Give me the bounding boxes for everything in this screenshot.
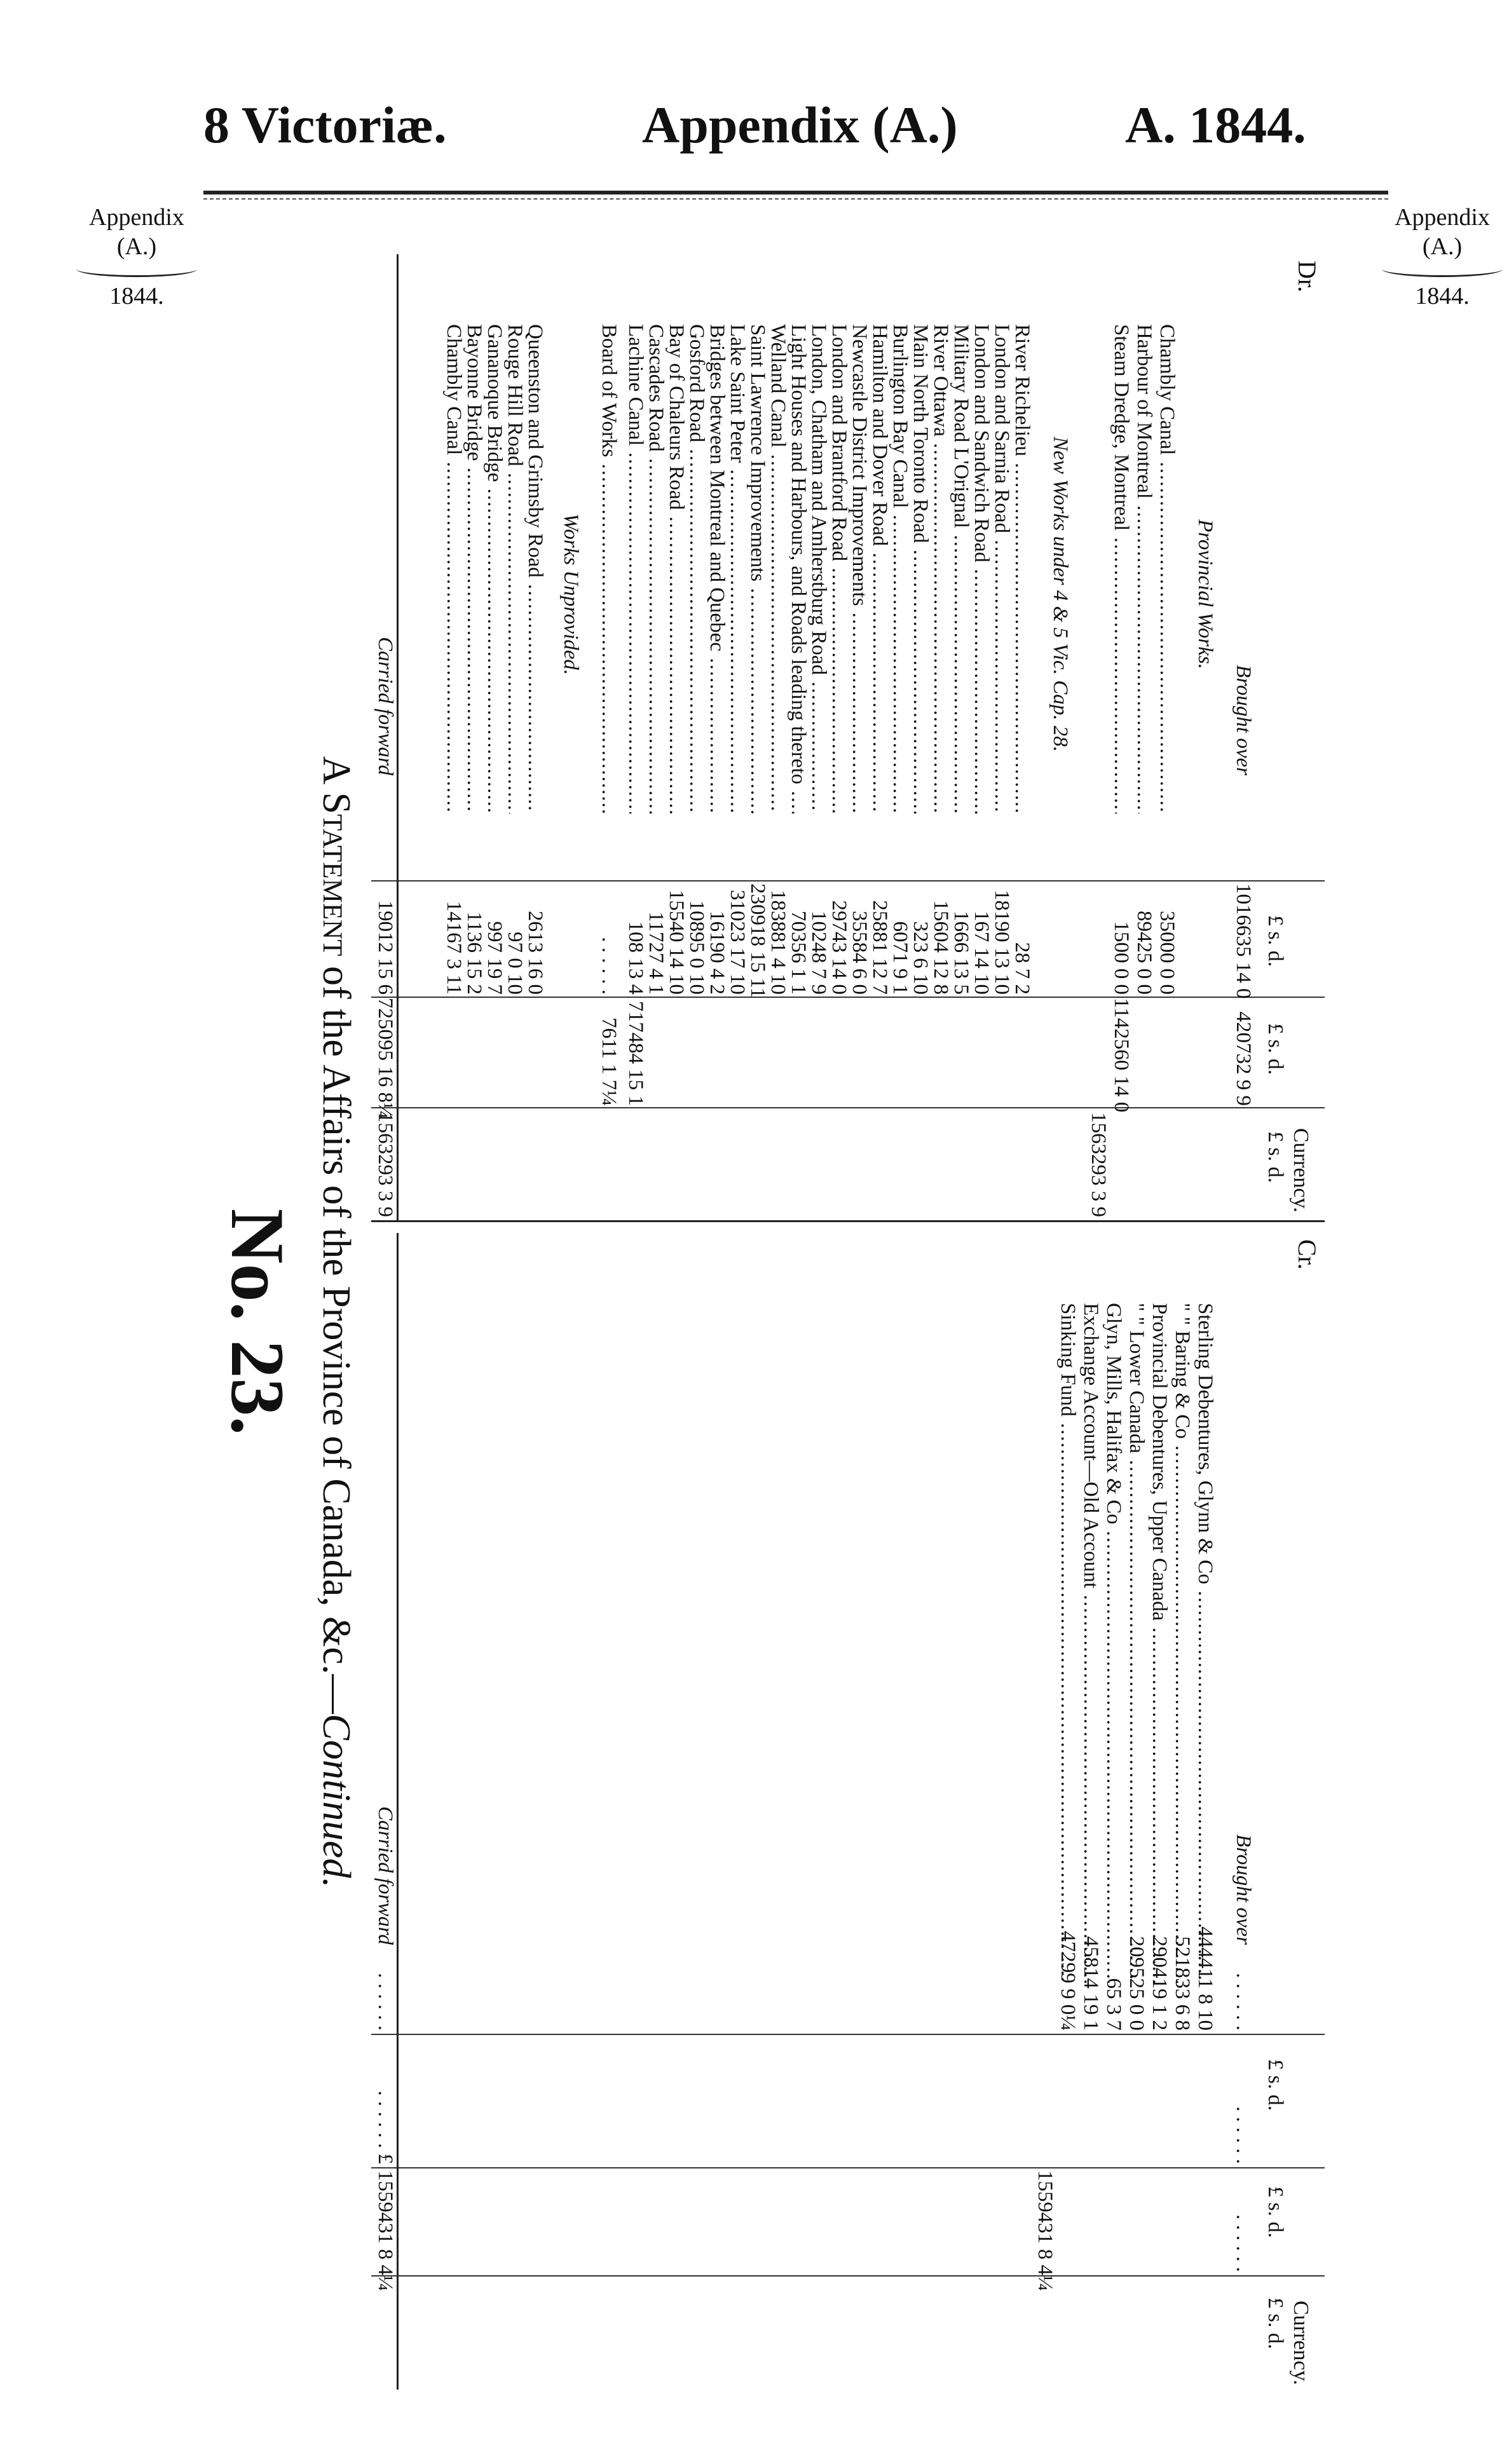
- cr-item-row-label: Provincial Debentures, Upper Canada .....: [1148, 1303, 1171, 1983]
- dr-unprovided-row-amount: 14167 3 11: [442, 901, 465, 995]
- dr-newworks-row-label: Newcastle District Improvements .....: [848, 324, 871, 813]
- cr-carried-forward-amount: . . . . . .: [374, 1973, 397, 2031]
- dr-brought-over: [1232, 254, 1255, 1220]
- dr-unprovided-row-amount: 97 0 10: [503, 932, 526, 995]
- dr-newworks-row-amount: 10895 0 10: [685, 900, 708, 995]
- dr-newworks-row: [807, 254, 830, 1220]
- cr-item-row-label: Sinking Fund .....: [1056, 1303, 1079, 1983]
- cr-item-row-amount: 209525 0 0: [1125, 1936, 1148, 2031]
- cr-footer-rule: [371, 1233, 399, 2390]
- dr-newworks-row: [868, 254, 891, 1220]
- dr-newworks-row-amount: 18190 13 10: [990, 890, 1013, 995]
- dr-newworks-row-label: London and Brantford Road .....: [828, 324, 850, 813]
- dr-unprovided-row: [442, 254, 465, 1220]
- cr-label: Cr.: [1293, 1239, 1321, 1270]
- dr-newworks-row-amount: 15604 12 8: [929, 900, 952, 995]
- dr-newworks-row-label: Military Road L'Orignal .....: [950, 324, 973, 813]
- dr-newworks-row-amount: 11727 4 1: [645, 911, 667, 995]
- cr-carried-forward-label: Carried forward: [374, 1806, 397, 1945]
- cr-currency-total: [1034, 1233, 1056, 2390]
- dr-newworks-row-amount: 108 13 4: [624, 921, 647, 995]
- header-rule-dashed: [203, 198, 1388, 200]
- dr-provincial-row-label: Harbour of Montreal .....: [1133, 324, 1156, 813]
- dr-newworks-row: [624, 254, 647, 1220]
- cr-currency-head: Currency.: [1289, 2301, 1313, 2385]
- rotated-statement: [174, 229, 1382, 2415]
- cr-item-row: [1079, 1233, 1102, 2390]
- dr-carried-forward-label: Carried forward: [374, 637, 397, 775]
- dr-carried-forward-amount: 1563293 3 9: [374, 1112, 397, 1217]
- account-table: [371, 254, 1325, 2390]
- dr-provincial-row-amount: 35000 0 0: [1156, 911, 1178, 995]
- cr-item-row: [1171, 1233, 1194, 2390]
- dr-unprovided-row-label: Bayonne Bridge .....: [463, 324, 486, 813]
- dr-unprovided-row-label: Queenston and Grimsby Road .....: [524, 324, 547, 813]
- dr-newworks-row: [990, 254, 1013, 1220]
- cr-brought-over-amount: . . . . . .: [1232, 2106, 1255, 2164]
- title-rest: of the Affairs of the Province of Canada, &c.—: [315, 965, 358, 1714]
- margin-a: (A.): [1422, 233, 1463, 260]
- cr-item-row: [1056, 1233, 1079, 2390]
- dr-footer-rule: [371, 254, 399, 1220]
- dr-newworks-row-amount: 10248 7 9: [807, 911, 830, 995]
- dr-brought-over-amount: 420732 9 9: [1232, 1011, 1255, 1106]
- dr-unprovided-heading-label: Works Unprovided.: [559, 513, 582, 676]
- header-right: A. 1844.: [1125, 96, 1306, 154]
- dr-newworks-row-label: Lake Saint Peter .....: [726, 324, 749, 813]
- dr-newworks-row-amount: 29743 14 0: [828, 900, 850, 995]
- dr-unprovided-row-label: Gananoque Bridge .....: [483, 324, 506, 813]
- dr-money-head: £ s. d.: [1264, 1131, 1287, 1183]
- cr-money-head: £ s. d.: [1264, 2186, 1287, 2238]
- dr-newworks-row-amount: 31023 17 10: [726, 890, 749, 995]
- dr-board-row: [597, 254, 620, 1220]
- margin-note-right: [1382, 203, 1503, 311]
- dr-unprovided-row-label: Chambly Canal .....: [442, 324, 465, 813]
- dr-newworks-row-label: Welland Canal .....: [767, 324, 789, 813]
- cr-brought-over-amount: . . . . . .: [1232, 2214, 1255, 2272]
- dr-newworks-row-amount: 16190 4 2: [706, 911, 728, 995]
- dr-money-head: £ s. d.: [1264, 1023, 1287, 1075]
- cr-item-row-label: Exchange Account—Old Account .....: [1079, 1303, 1102, 1983]
- dr-newworks-row: [848, 254, 871, 1220]
- dr-unprovided-row: [463, 254, 486, 1220]
- dr-newworks-row-amount: 6071 9 1: [889, 921, 912, 995]
- dr-newworks-row: [746, 254, 769, 1220]
- dr-board-row-label: Board of Works .....: [597, 324, 620, 813]
- dr-carried-forward-amount: 725095 16 8¼: [374, 998, 397, 1119]
- cr-currency-total-amount: 1559431 8 4¼: [1034, 2170, 1056, 2291]
- dr-unprovided-row: [483, 254, 506, 1220]
- dr-provincial-row-amount: 89425 0 0: [1133, 911, 1156, 995]
- header-center: Appendix (A.): [642, 96, 958, 154]
- margin-brace: [1382, 261, 1503, 277]
- dr-provincial-heading-label: Provincial Works.: [1194, 519, 1217, 669]
- cr-item-row-amount: 65 3 7: [1102, 1978, 1125, 2031]
- dr-newworks-row: [787, 254, 810, 1220]
- cr-money-head: £ s. d.: [1264, 2059, 1287, 2111]
- dr-newworks-row-amount: 717484 15 1: [624, 1001, 647, 1106]
- dr-newworks-row-label: Lachine Canal .....: [624, 324, 647, 813]
- dr-provincial-heading: [1194, 254, 1217, 1220]
- cr-brought-over-amount: . . . . . .: [1232, 1973, 1255, 2031]
- dr-provincial-currency-amount: 1563293 3 9: [1087, 1112, 1110, 1217]
- dr-newworks-row: [828, 254, 850, 1220]
- dr-newworks-row-label: Gosford Road .....: [685, 324, 708, 813]
- dr-newworks-row-label: Bay of Chaleurs Road .....: [665, 324, 688, 813]
- dr-provincial-currency: [1087, 254, 1110, 1220]
- dr-newworks-row-label: River Richelieu .....: [1011, 324, 1034, 813]
- dr-provincial-row: [1133, 254, 1156, 1220]
- cr-brought-over-label: Brought over: [1232, 1834, 1255, 1945]
- dr-provincial-row: [1156, 254, 1178, 1220]
- dr-newworks-row: [685, 254, 708, 1220]
- dr-newworks-row-label: London and Sarnia Road .....: [990, 324, 1013, 813]
- margin-appendix: Appendix: [1395, 204, 1490, 231]
- statement-number: No. 23.: [215, 1208, 300, 1436]
- cr-item-row-label: " " Lower Canada .....: [1125, 1303, 1148, 1983]
- dr-newworks-row-amount: 70356 1 1: [787, 911, 810, 995]
- dr-currency-head: Currency.: [1289, 1128, 1313, 1213]
- cr-item-row-amount: 47299 9 0¼: [1056, 1931, 1079, 2031]
- dr-newworks-row-label: Bridges between Montreal and Quebec .....: [706, 324, 728, 813]
- statement-title: [313, 229, 358, 2415]
- dr-newworks-row-label: Light Houses and Harbours, and Roads leading thereto .....: [787, 324, 810, 813]
- margin-year: 1844.: [109, 283, 164, 310]
- margin-year: 1844.: [1415, 283, 1470, 310]
- dr-unprovided-row-amount: 2613 16 0: [524, 911, 547, 995]
- dr-carried-forward-amount: 19012 15 6: [374, 900, 397, 995]
- dr-provincial-row-label: Steam Dredge, Montreal .....: [1110, 324, 1133, 813]
- cr-brought-over: [1232, 1233, 1255, 2390]
- dr-newworks-heading: [1049, 254, 1072, 1220]
- cr-item-row-amount: 45814 19 1: [1079, 1936, 1102, 2031]
- dr-newworks-row: [1011, 254, 1034, 1220]
- dr-newworks-row-label: Main North Toronto Road .....: [909, 324, 932, 813]
- dr-provincial-row-amount: 1142560 14 0: [1110, 998, 1133, 1113]
- cr-item-row-label: Glyn, Mills, Halifax & Co .....: [1102, 1303, 1125, 1983]
- dr-newworks-row: [909, 254, 932, 1220]
- dr-newworks-row-label: Cascades Road .....: [645, 324, 667, 813]
- dr-newworks-heading-label: New Works under 4 & 5 Vic. Cap. 28.: [1049, 437, 1072, 752]
- cr-item-row: [1102, 1233, 1125, 2390]
- dr-newworks-row: [706, 254, 728, 1220]
- dr-board-row-amount: 7611 1 7¼: [597, 1017, 620, 1106]
- dr-unprovided-row: [503, 254, 526, 1220]
- cr-item-row-amount: 521833 6 8: [1171, 1936, 1194, 2031]
- cr-item-row-label: " " Baring & Co .....: [1171, 1303, 1194, 1983]
- margin-a: (A.): [116, 233, 157, 260]
- debit-side: [371, 254, 1325, 1222]
- dr-newworks-row-amount: 183881 4 10: [767, 890, 789, 995]
- dr-unprovided-heading: [559, 254, 582, 1220]
- dr-newworks-row: [950, 254, 973, 1220]
- dr-newworks-row: [726, 254, 749, 1220]
- dr-newworks-row-label: London, Chatham and Amherstburg Road .....: [807, 324, 830, 813]
- dr-newworks-row-label: Hamilton and Dover Road .....: [868, 324, 891, 813]
- cr-carried-forward-amount: . . . . . . £: [374, 2090, 397, 2164]
- dr-newworks-row-label: Saint Lawrence Improvements .....: [746, 324, 769, 813]
- cr-item-row: [1194, 1233, 1217, 2390]
- cr-item-row: [1148, 1233, 1171, 2390]
- cr-carried-forward-amount: 1559431 8 4¼: [374, 2170, 397, 2291]
- title-continued: Continued.: [315, 1713, 358, 1888]
- dr-newworks-row-amount: 323 6 10: [909, 921, 932, 995]
- dr-newworks-row-amount: 25881 12 7: [868, 900, 891, 995]
- dr-newworks-row: [970, 254, 993, 1220]
- dr-board-row-amount: . . . . . .: [597, 937, 620, 995]
- cr-money-head: £ s. d.: [1264, 2297, 1287, 2350]
- cr-item-row-amount: 444411 8 10: [1194, 1926, 1217, 2031]
- dr-newworks-row-label: Burlington Bay Canal .....: [889, 324, 912, 813]
- dr-newworks-row: [645, 254, 667, 1220]
- dr-unprovided-row-amount: 1136 15 2: [463, 911, 486, 995]
- dr-money-head: £ s. d.: [1264, 915, 1287, 967]
- dr-newworks-row-amount: 28 7 2: [1011, 942, 1034, 995]
- dr-newworks-row-amount: 15540 14 10: [665, 890, 688, 995]
- dr-newworks-row-label: River Ottawa .....: [929, 324, 952, 813]
- cr-item-row-amount: 290419 1 2: [1148, 1936, 1171, 2031]
- cr-item-row-label: Sterling Debentures, Glynn & Co .....: [1194, 1303, 1217, 1983]
- dr-newworks-row: [767, 254, 789, 1220]
- dr-brought-over-label: Brought over: [1232, 665, 1255, 775]
- dr-newworks-row: [929, 254, 952, 1220]
- dr-newworks-row-label: London and Sandwich Road .....: [970, 324, 993, 813]
- header-left: 8 Victoriæ.: [203, 96, 447, 154]
- dr-provincial-row-label: Chambly Canal .....: [1156, 324, 1178, 813]
- dr-unprovided-row: [524, 254, 547, 1220]
- dr-provincial-row: [1110, 254, 1133, 1220]
- margin-appendix: Appendix: [89, 204, 184, 231]
- dr-newworks-row: [665, 254, 688, 1220]
- cr-item-row: [1125, 1233, 1148, 2390]
- dr-provincial-row-amount: 1500 0 0: [1110, 921, 1133, 995]
- dr-newworks-row: [889, 254, 912, 1220]
- dr-unprovided-row-amount: 997 19 7: [483, 921, 506, 995]
- dr-newworks-row-amount: 230918 15 11: [746, 883, 769, 998]
- dr-unprovided-row-label: Rouge Hill Road .....: [503, 324, 526, 813]
- credit-side: [371, 1233, 1325, 2390]
- dr-brought-over-amount: 1016635 14 0: [1232, 883, 1255, 999]
- dr-newworks-row-amount: 167 14 10: [970, 911, 993, 995]
- dr-newworks-row-amount: 35584 6 0: [848, 911, 871, 995]
- title-caps: A Statement: [315, 756, 358, 956]
- dr-newworks-row-amount: 1666 13 5: [950, 911, 973, 995]
- header-rule: [203, 191, 1388, 194]
- dr-label: Dr.: [1293, 261, 1321, 292]
